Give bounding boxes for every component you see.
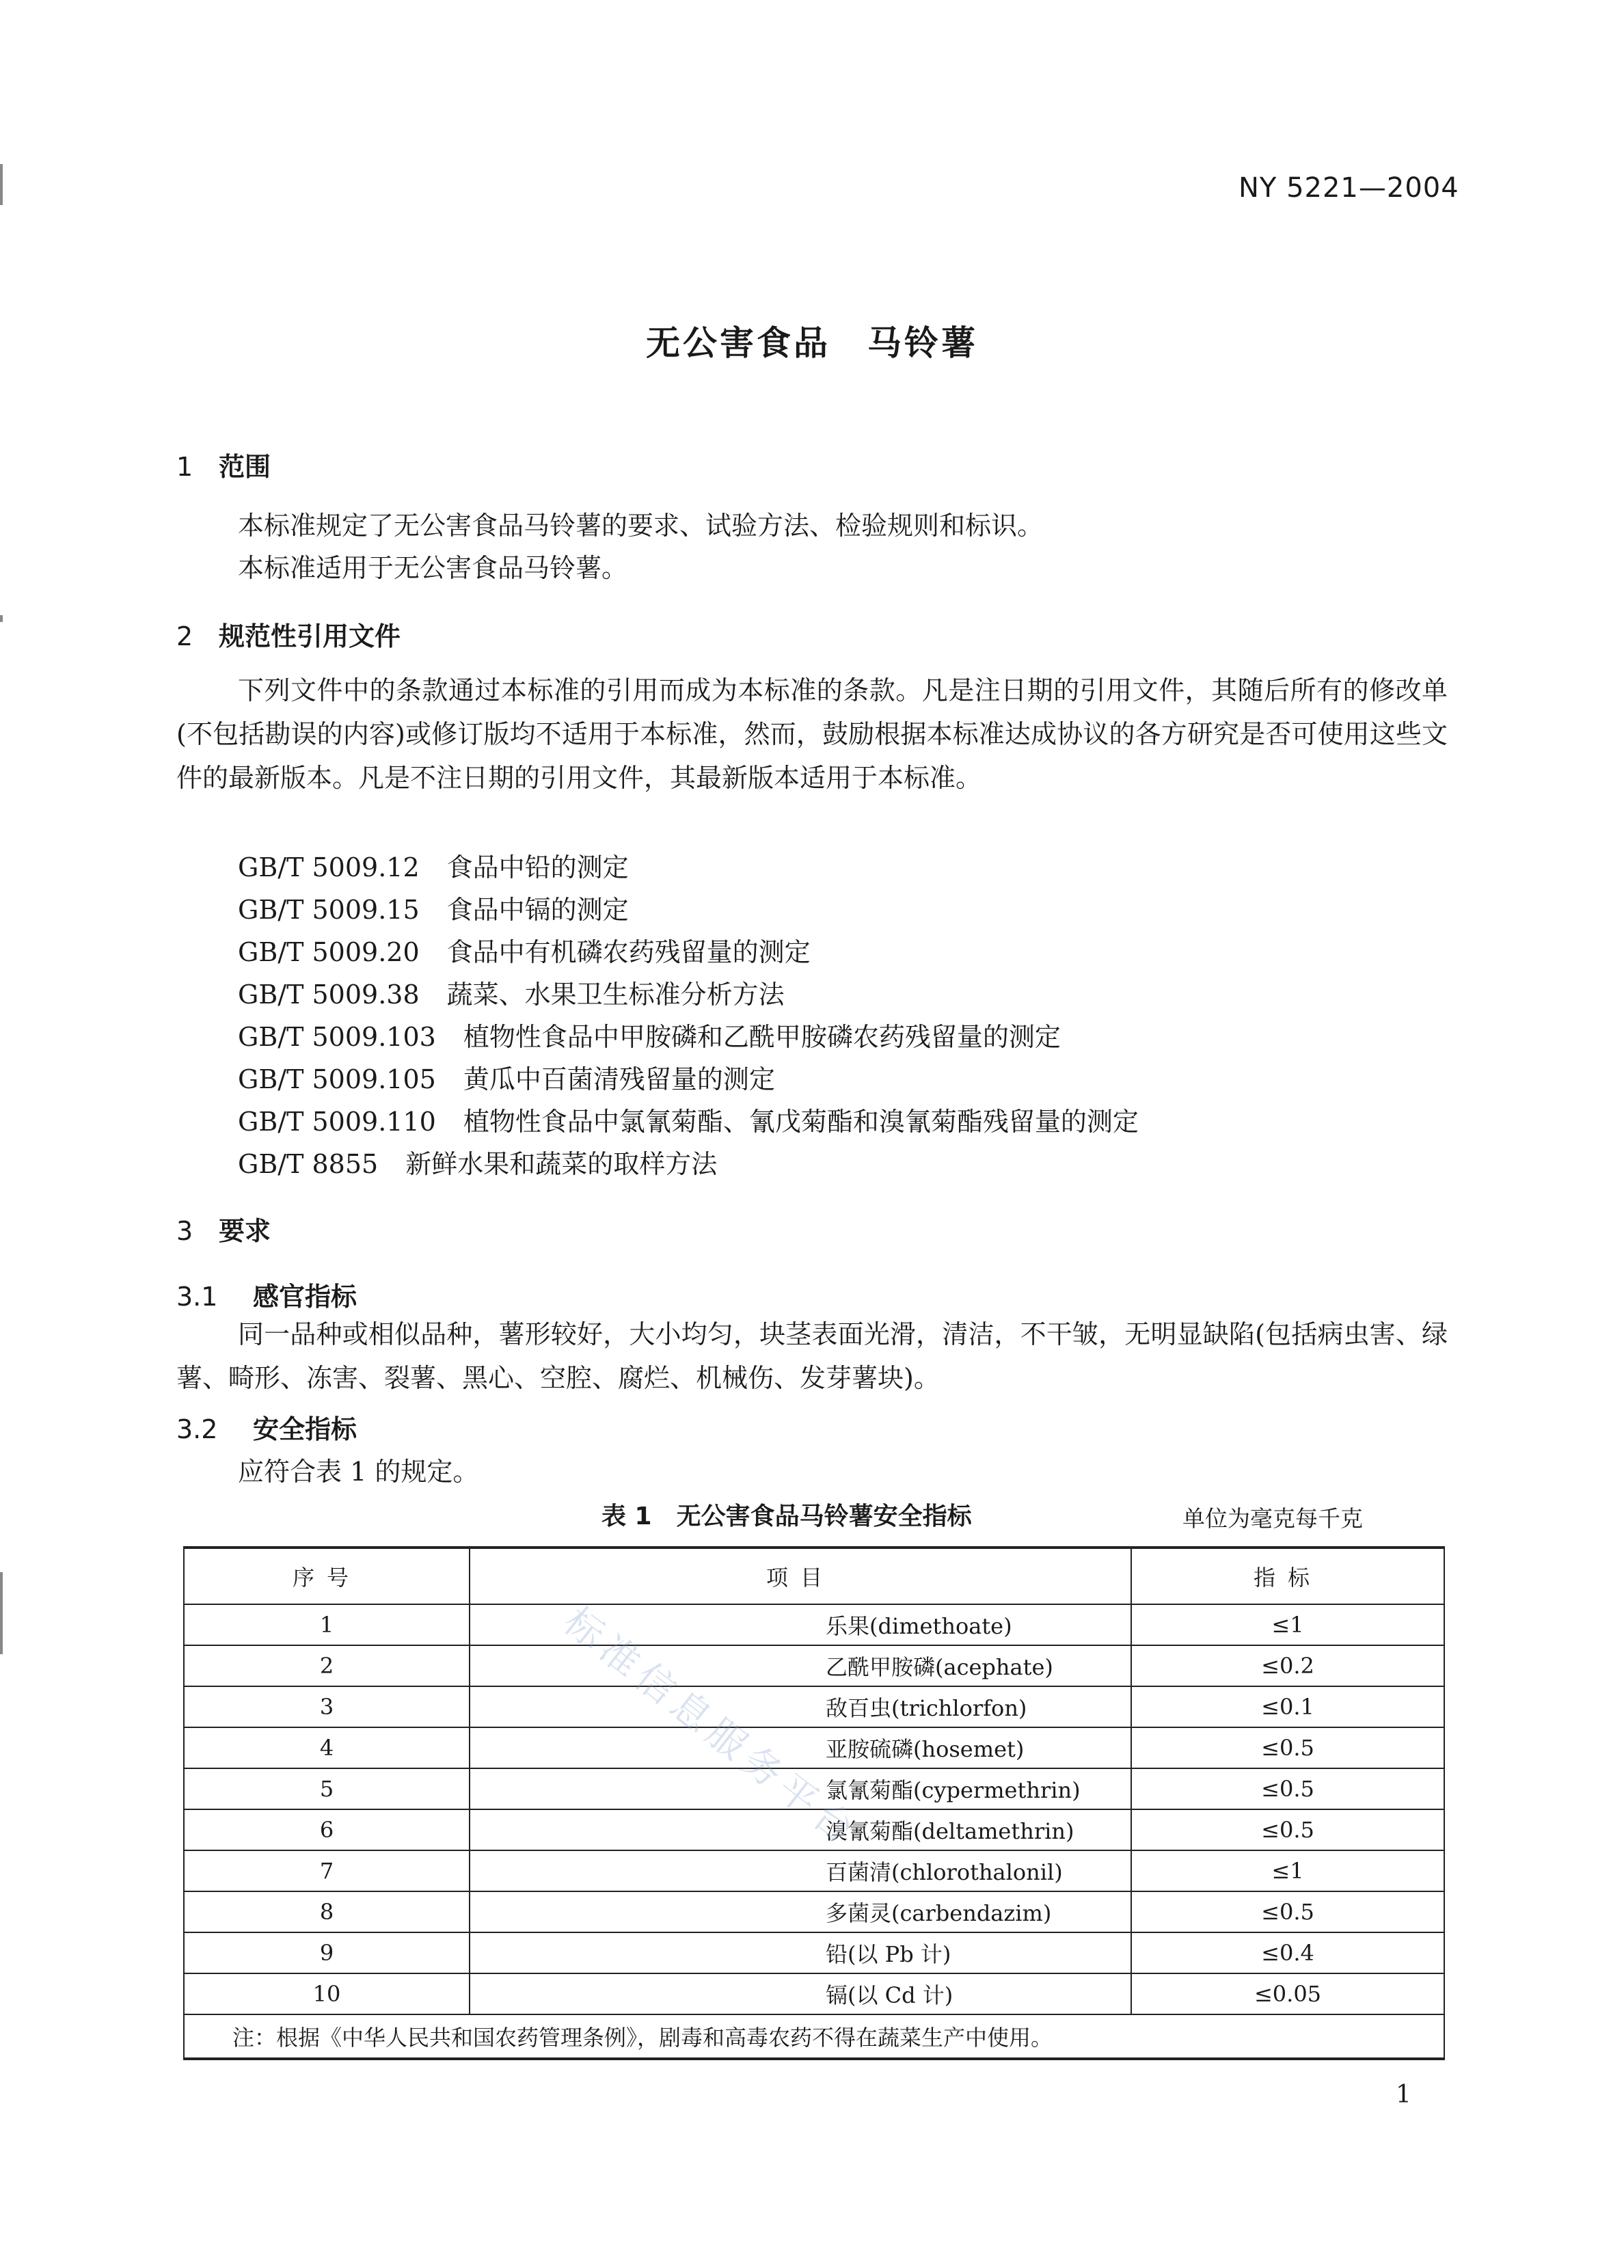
section-1-line-2: 本标准适用于无公害食品马铃薯。 (238, 553, 628, 583)
header-index: 指标 (1131, 1548, 1444, 1604)
reference-code: GB/T 5009.12 (238, 852, 420, 882)
reference-item (238, 1058, 775, 1096)
cell-limit: ≤0.5 (1131, 1891, 1444, 1932)
section-3-2-heading (176, 1408, 357, 1446)
cell-limit: ≤0.4 (1131, 1932, 1444, 1973)
cell-item: 镉(以 Cd 计) (470, 1973, 1131, 2014)
reference-item (238, 931, 811, 969)
reference-name: 食品中铅的测定 (446, 852, 629, 882)
cell-limit: ≤0.5 (1131, 1727, 1444, 1768)
page-number: 1 (1396, 2081, 1411, 2109)
reference-code: GB/T 5009.105 (238, 1064, 436, 1094)
cell-item: 铅(以 Pb 计) (470, 1932, 1131, 1973)
cell-serial: 8 (184, 1891, 470, 1932)
table-caption: 表 1 无公害食品马铃薯安全指标 (601, 1502, 972, 1530)
table-note-row (184, 2014, 1444, 2059)
reference-name: 蔬菜、水果卫生标准分析方法 (446, 980, 785, 1010)
cell-item: 百菌清(chlorothalonil) (470, 1850, 1131, 1891)
section-3-1-heading (176, 1275, 357, 1313)
header-item: 项目 (470, 1548, 1131, 1604)
reference-item (238, 973, 785, 1011)
table-unit: 单位为毫克每千克 (1182, 1505, 1363, 1532)
standard-number: NY 5221—2004 (1239, 172, 1459, 204)
cell-item: 多菌灵(carbendazim) (470, 1891, 1131, 1932)
table-row (184, 1932, 1444, 1973)
reference-code: GB/T 5009.15 (238, 895, 420, 925)
cell-serial: 2 (184, 1645, 470, 1686)
reference-name: 植物性食品中甲胺磷和乙酰甲胺磷农药残留量的测定 (463, 1022, 1061, 1052)
table-row (184, 1604, 1444, 1645)
cell-limit: ≤1 (1131, 1850, 1444, 1891)
section-number: 3.1 (176, 1282, 218, 1312)
cell-item: 溴氰菊酯(deltamethrin) (470, 1809, 1131, 1850)
scan-edge-mark (0, 1572, 3, 1654)
header-serial: 序号 (184, 1548, 470, 1604)
section-number: 2 (176, 621, 193, 651)
reference-name: 食品中有机磷农药残留量的测定 (446, 937, 811, 967)
reference-code: GB/T 5009.20 (238, 937, 420, 967)
table-row (184, 1645, 1444, 1686)
reference-item (238, 1101, 1139, 1138)
reference-name: 新鲜水果和蔬菜的取样方法 (405, 1149, 718, 1179)
section-1-line-1: 本标准规定了无公害食品马铃薯的要求、试验方法、检验规则和标识。 (238, 511, 1044, 541)
cell-serial: 9 (184, 1932, 470, 1973)
table-row (184, 1891, 1444, 1932)
cell-item: 亚胺硫磷(hosemet) (470, 1727, 1131, 1768)
reference-item (238, 1143, 717, 1180)
watermark: 标准信息服务平台 (555, 1599, 867, 1857)
section-1-heading (176, 446, 271, 483)
cell-limit: ≤0.5 (1131, 1809, 1444, 1850)
cell-limit: ≤0.1 (1131, 1686, 1444, 1727)
table-row (184, 1973, 1444, 2014)
section-title: 感官指标 (253, 1282, 357, 1312)
section-number: 3.2 (176, 1414, 218, 1444)
table-note: 注：根据《中华人民共和国农药管理条例》，剧毒和高毒农药不得在蔬菜生产中使用。 (184, 2014, 1444, 2059)
reference-item (238, 889, 629, 926)
section-title: 安全指标 (253, 1414, 357, 1444)
cell-limit: ≤0.05 (1131, 1973, 1444, 2014)
table-header-row (184, 1548, 1444, 1604)
table-row (184, 1686, 1444, 1727)
table-row (184, 1727, 1444, 1768)
section-3-1-paragraph: 同一品种或相似品种，薯形较好，大小均匀，块茎表面光滑，清洁，不干皱，无明显缺陷(包括病虫害、绿薯、畸形、冻害、裂薯、黑心、空腔、腐烂、机械伤、发芽薯块)。 (176, 1319, 1448, 1393)
section-3-2-line: 应符合表 1 的规定。 (238, 1457, 479, 1487)
reference-code: GB/T 5009.38 (238, 980, 420, 1010)
cell-serial: 7 (184, 1850, 470, 1891)
section-title: 范围 (219, 452, 271, 482)
cell-serial: 4 (184, 1727, 470, 1768)
cell-item: 氯氰菊酯(cypermethrin) (470, 1768, 1131, 1809)
cell-item: 乙酰甲胺磷(acephate) (470, 1645, 1131, 1686)
reference-code: GB/T 5009.110 (238, 1107, 436, 1137)
scan-edge-mark (0, 615, 3, 622)
reference-code: GB/T 8855 (238, 1149, 379, 1179)
section-2-paragraph: 下列文件中的条款通过本标准的引用而成为本标准的条款。凡是注日期的引用文件，其随后所有的修改单(不包括勘误的内容)或修订版均不适用于本标准，然而，鼓励根据本标准达成协议的各方研究是否可使用这些文件的最新版本。凡是不注日期的引用文件，其最新版本适用于本标准。 (176, 675, 1448, 793)
cell-limit: ≤0.2 (1131, 1645, 1444, 1686)
cell-serial: 6 (184, 1809, 470, 1850)
reference-name: 植物性食品中氯氰菊酯、氰戊菊酯和溴氰菊酯残留量的测定 (463, 1107, 1139, 1137)
scan-edge-mark (0, 164, 3, 205)
reference-code: GB/T 5009.103 (238, 1022, 436, 1052)
section-3-heading (176, 1210, 271, 1247)
reference-name: 食品中镉的测定 (446, 895, 629, 925)
section-title: 规范性引用文件 (219, 621, 401, 651)
cell-serial: 1 (184, 1604, 470, 1645)
cell-item: 敌百虫(trichlorfon) (470, 1686, 1131, 1727)
reference-item (238, 1016, 1061, 1053)
cell-serial: 5 (184, 1768, 470, 1809)
section-title: 要求 (219, 1216, 271, 1246)
cell-serial: 10 (184, 1973, 470, 2014)
section-2-heading (176, 615, 401, 653)
cell-limit: ≤0.5 (1131, 1768, 1444, 1809)
cell-serial: 3 (184, 1686, 470, 1727)
section-number: 1 (176, 452, 193, 482)
table-row (184, 1850, 1444, 1891)
reference-item (238, 846, 629, 884)
document-title: 无公害食品 马铃薯 (646, 323, 978, 363)
cell-item: 乐果(dimethoate) (470, 1604, 1131, 1645)
cell-limit: ≤1 (1131, 1604, 1444, 1645)
reference-name: 黄瓜中百菌清残留量的测定 (463, 1064, 775, 1094)
section-number: 3 (176, 1216, 193, 1246)
